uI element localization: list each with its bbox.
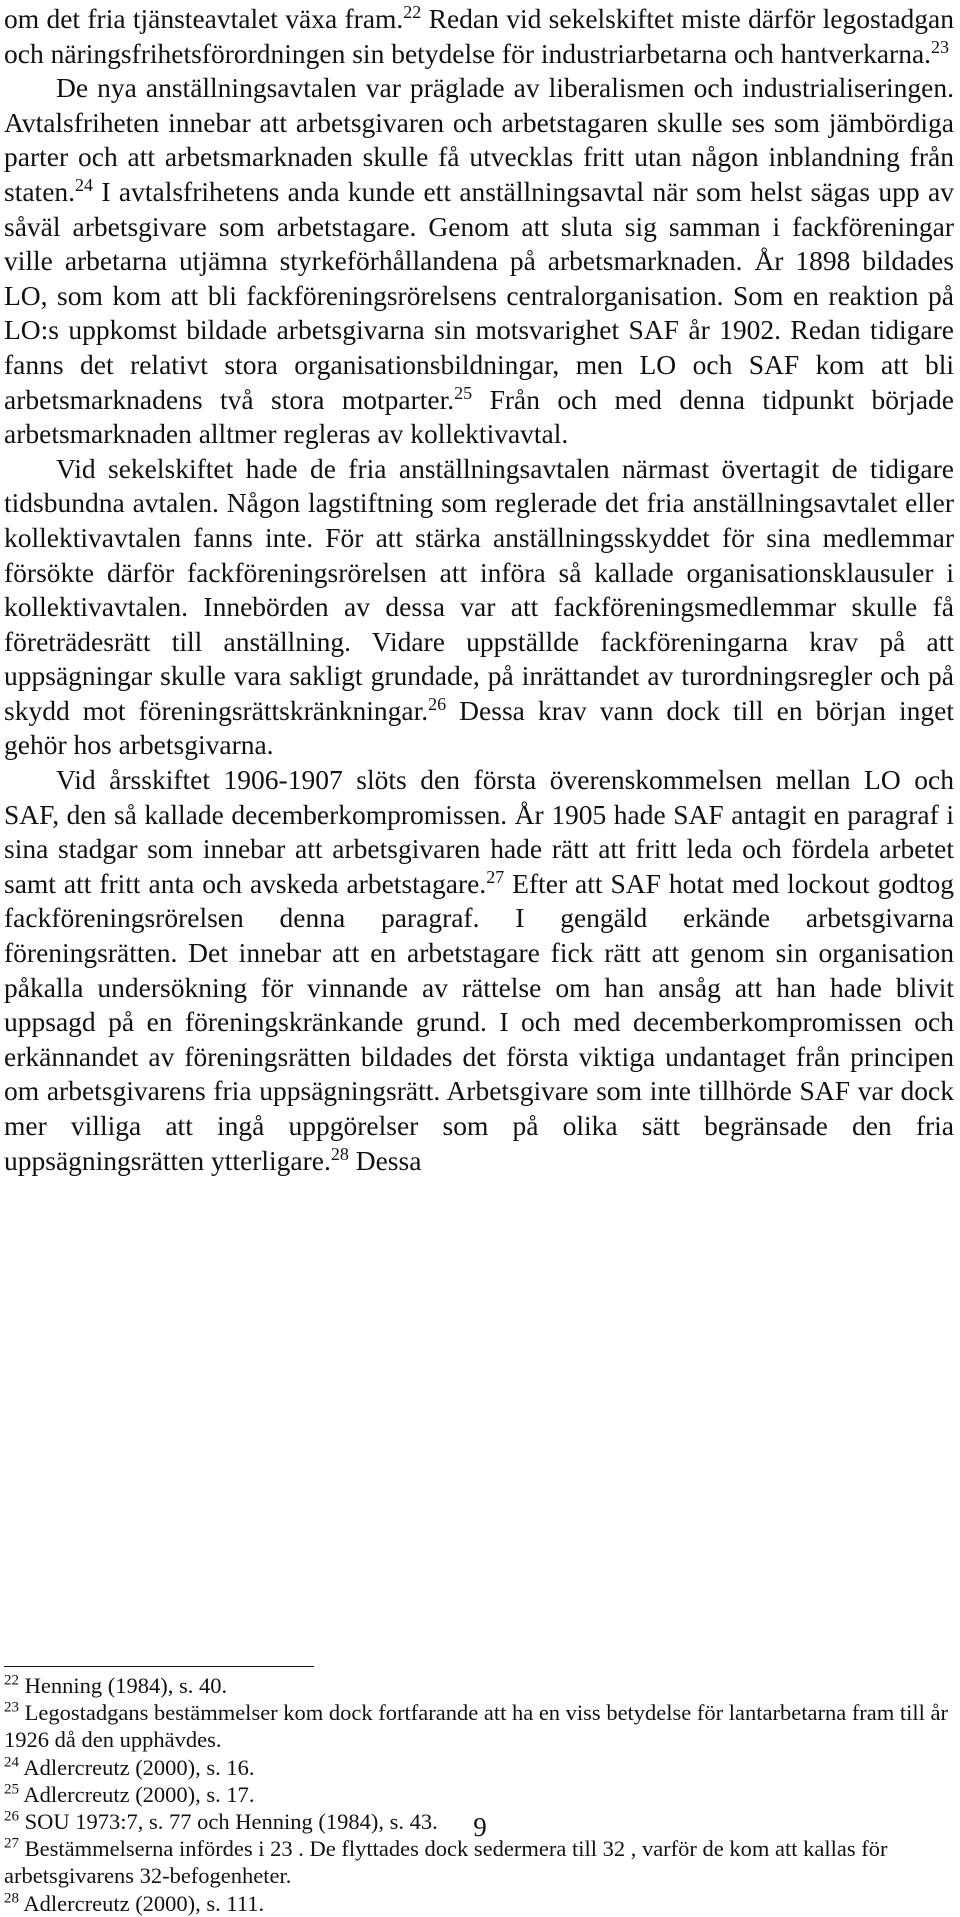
footnote-text: Bestämmelserna infördes i 23 . De flyttades dock sedermera till 32 , varför de kom att kallas för arbetsgivarens 32-befogenheter.	[4, 1836, 888, 1889]
footnote-reference: 22	[403, 1, 422, 22]
footnote-reference: 27	[486, 866, 505, 887]
footnote-reference: 26	[428, 693, 447, 714]
footnote-text: Adlercreutz (2000), s. 16.	[19, 1754, 255, 1780]
footnote-reference: 23	[931, 36, 950, 57]
footnote-text: SOU 1973:7, s. 77 och Henning (1984), s. 43.	[19, 1809, 438, 1835]
footnote	[4, 1890, 954, 1917]
footnote	[4, 1835, 954, 1889]
paragraph-text: om det fria tjänsteavtalet växa fram.	[4, 3, 404, 34]
paragraph-text: De nya anställningsavtalen var präglade av liberalismen och industrialiseringen. Avtalsfriheten innebar att arbetsgivaren och arbetstagaren skulle ses som jämbördiga parter och att arbetsmarknaden skulle få utvecklas fritt utan någon inblandning från staten.	[4, 72, 954, 207]
footnote-number: 26	[4, 1808, 19, 1825]
footnote-reference: 25	[454, 382, 473, 403]
footnote-text: Legostadgans bestämmelser kom dock fortfarande att ha en viss betydelse för lantarbetarna fram till år 1926 då den upphävdes.	[4, 1700, 949, 1753]
footnote-number: 27	[4, 1835, 19, 1852]
document-page	[4, 2, 954, 1178]
paragraph-text: Redan vid sekelskiftet miste därför legostadgan och näringsfrihetsförordningen sin betydelse för industriarbetarna och hantverkarna.	[4, 3, 954, 69]
footnote-reference: 28	[330, 1143, 349, 1164]
footnote-number: 28	[4, 1890, 19, 1907]
paragraph	[4, 71, 954, 452]
body-text	[4, 2, 954, 1178]
paragraph	[4, 763, 954, 1178]
paragraph	[4, 452, 954, 763]
paragraph	[4, 2, 954, 71]
paragraph-text: Vid sekelskiftet hade de fria anställningsavtalen närmast övertagit de tidigare tidsbundna avtalen. Någon lagstiftning som reglerade det fria anställningsavtalet eller kollektivavtalen fanns inte. För att stärka anställningsskyddet för sina medlemmar försökte därför fackföreningsrörelsen att införa så kallade organisationsklausuler i kollektivavtalen. Innebörden av dessa var att fackföreningsmedlemmar skulle få företrädesrätt till anställning. Vidare uppställde fackföreningarna krav på att uppsägningar skulle vara sakligt grundade, på inrättandet av turordningsregler och på skydd mot föreningsrättskränkningar.	[4, 452, 954, 726]
paragraph-text: I avtalsfrihetens anda kunde ett anställningsavtal när som helst sägas upp av såväl arbetsgivare som arbetstagare. Genom att sluta sig samman i fackföreningar ville arbetarna utjämna styrkeförhållandena på arbetsmarknaden. År 1898 bildades LO, som kom att bli fackföreningsrörelsens centralorganisation. Som en reaktion på LO:s uppkomst bildade arbetsgivarna sin motsvarighet SAF år 1902. Redan tidigare fanns det relativt stora organisationsbildningar, men LO och SAF kom att bli arbetsmarknadens två stora motparter.	[4, 175, 954, 415]
footnotes	[4, 1672, 954, 1917]
footnote-number: 23	[4, 1699, 19, 1716]
footnote-separator	[4, 1666, 314, 1667]
paragraph-text: Efter att SAF hotat med lockout godtog fackföreningsrörelsen denna paragraf. I gengäld erkände arbetsgivarna föreningsrätten. Det innebar att en arbetstagare fick rätt att genom sin organisation påkalla undersökning för vinnande av rättelse om han ansåg att han hade blivit uppsagd på en föreningskränkande grund. I och med decemberkompromissen och erkännandet av föreningsrätten bildades det första viktiga undantaget från principen om arbetsgivarens fria uppsägningsrätt. Arbetsgivare som inte tillhörde SAF var dock mer villiga att ingå uppgörelser som på olika sätt begränsade den fria uppsägningsrätten ytterligare.	[4, 867, 954, 1176]
footnote	[4, 1781, 954, 1808]
paragraph-text: Dessa krav vann dock till en början inget gehör hos arbetsgivarna.	[4, 694, 954, 761]
footnote	[4, 1754, 954, 1781]
paragraph-text: Från och med denna tidpunkt började arbetsmarknaden alltmer regleras av kollektivavtal.	[4, 383, 954, 450]
footnote-text: Henning (1984), s. 40.	[19, 1673, 228, 1698]
page-number: 9	[473, 1812, 487, 1842]
paragraph-text: Vid årsskiftet 1906-1907 slöts den första överenskommelsen mellan LO och SAF, den så kallade decemberkompromissen. År 1905 hade SAF antagit en paragraf i sina stadgar som innebar att arbetsgivaren hade rätt att fritt leda och fördela arbetet samt att fritt anta och avskeda arbetstagare.	[4, 764, 954, 899]
footnote-text: Adlercreutz (2000), s. 111.	[19, 1890, 265, 1916]
footnote	[4, 1699, 954, 1753]
footnote-number: 24	[4, 1754, 19, 1771]
footnote-text: Adlercreutz (2000), s. 17.	[19, 1781, 255, 1807]
footnote-number: 22	[4, 1672, 19, 1689]
footnote-number: 25	[4, 1781, 19, 1798]
footnote	[4, 1672, 954, 1699]
paragraph-text: Dessa	[348, 1144, 422, 1176]
footnote-reference: 24	[75, 174, 94, 195]
